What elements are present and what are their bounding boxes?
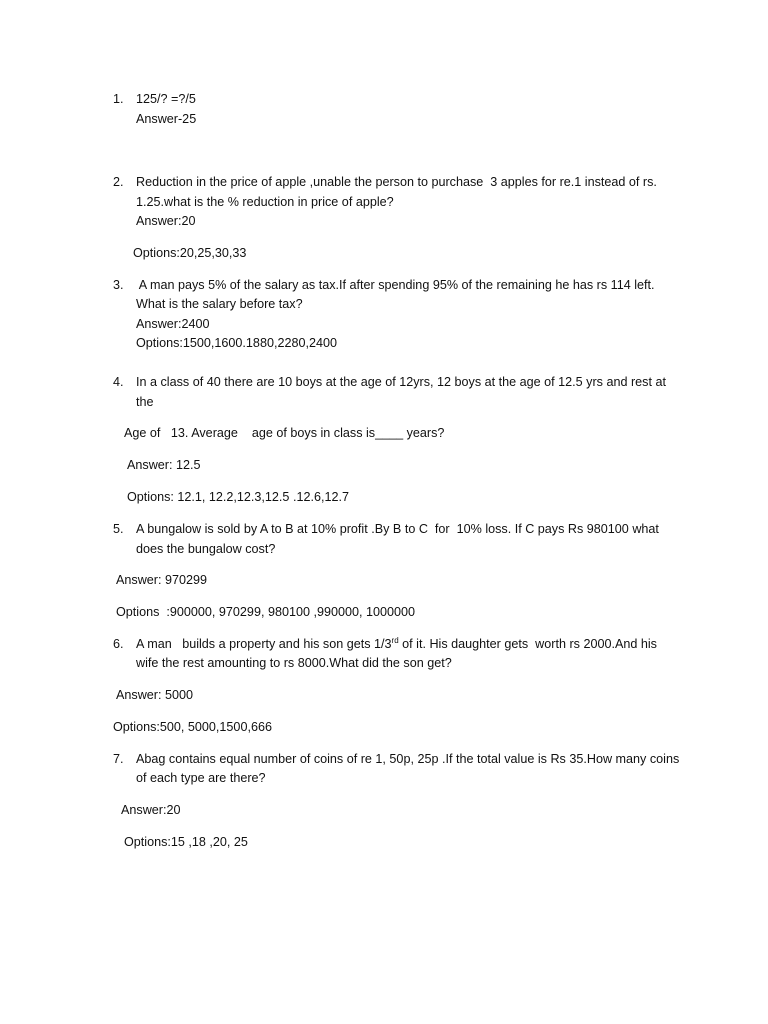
question-3-text-line-2: What is the salary before tax? [136, 297, 303, 311]
question-2-answer: Answer:20 [136, 214, 196, 228]
question-3-options: Options:1500,1600.1880,2280,2400 [136, 336, 337, 350]
question-1-number: 1. [113, 92, 124, 106]
question-6-text-line-1 [136, 636, 657, 652]
question-2-text-line-1: Reduction in the price of apple ,unable the person to purchase 3 apples for re.1 instead of rs. [136, 175, 657, 189]
question-4-continuation: Age of 13. Average age of boys in class is____ years? [124, 426, 445, 440]
question-5-text-line-1: A bungalow is sold by A to B at 10% profit .By B to C for 10% loss. If C pays Rs 980100 what [136, 522, 659, 536]
question-3-number: 3. [113, 278, 124, 292]
question-7-text-line-2: of each type are there? [136, 771, 266, 785]
question-3-text-line-1: A man pays 5% of the salary as tax.If after spending 95% of the remaining he has rs 114 left. [136, 278, 655, 292]
question-7-answer: Answer:20 [121, 803, 181, 817]
question-4-text-line-2: the [136, 395, 154, 409]
question-5-number: 5. [113, 522, 124, 536]
question-3-answer: Answer:2400 [136, 317, 210, 331]
question-4-number: 4. [113, 375, 124, 389]
question-5-answer: Answer: 970299 [116, 573, 208, 587]
question-1-text: 125/? =?/5 [136, 92, 196, 106]
question-6-text-line-2: wife the rest amounting to rs 8000.What did the son get? [136, 656, 452, 670]
question-4-options: Options: 12.1, 12.2,12.3,12.5 .12.6,12.7 [127, 490, 349, 504]
question-7-number: 7. [113, 752, 124, 766]
question-2-text-line-2: 1.25.what is the % reduction in price of apple? [136, 195, 394, 209]
question-4-answer: Answer: 12.5 [127, 458, 201, 472]
question-7-options: Options:15 ,18 ,20, 25 [124, 835, 248, 849]
question-6-options: Options:500, 5000,1500,666 [113, 720, 272, 734]
superscript-rd: rd [391, 636, 399, 645]
question-5-text-line-2: does the bungalow cost? [136, 542, 276, 556]
question-2-options: Options:20,25,30,33 [133, 246, 247, 260]
question-2-number: 2. [113, 175, 124, 189]
question-6-answer: Answer: 5000 [116, 688, 194, 702]
question-4-text-line-1: In a class of 40 there are 10 boys at the age of 12yrs, 12 boys at the age of 12.5 yrs and rest at [136, 375, 666, 389]
question-5-options: Options :900000, 970299, 980100 ,990000, 1000000 [116, 605, 416, 619]
question-6-number: 6. [113, 637, 124, 651]
question-6-text-part-1: A man builds a property and his son gets 1/3 [136, 637, 392, 651]
question-7-text-line-1: Abag contains equal number of coins of re 1, 50p, 25p .If the total value is Rs 35.How many coins [136, 752, 680, 766]
question-1-answer: Answer-25 [136, 112, 197, 126]
question-6-text-part-2: of it. His daughter gets worth rs 2000.And his [398, 637, 657, 651]
